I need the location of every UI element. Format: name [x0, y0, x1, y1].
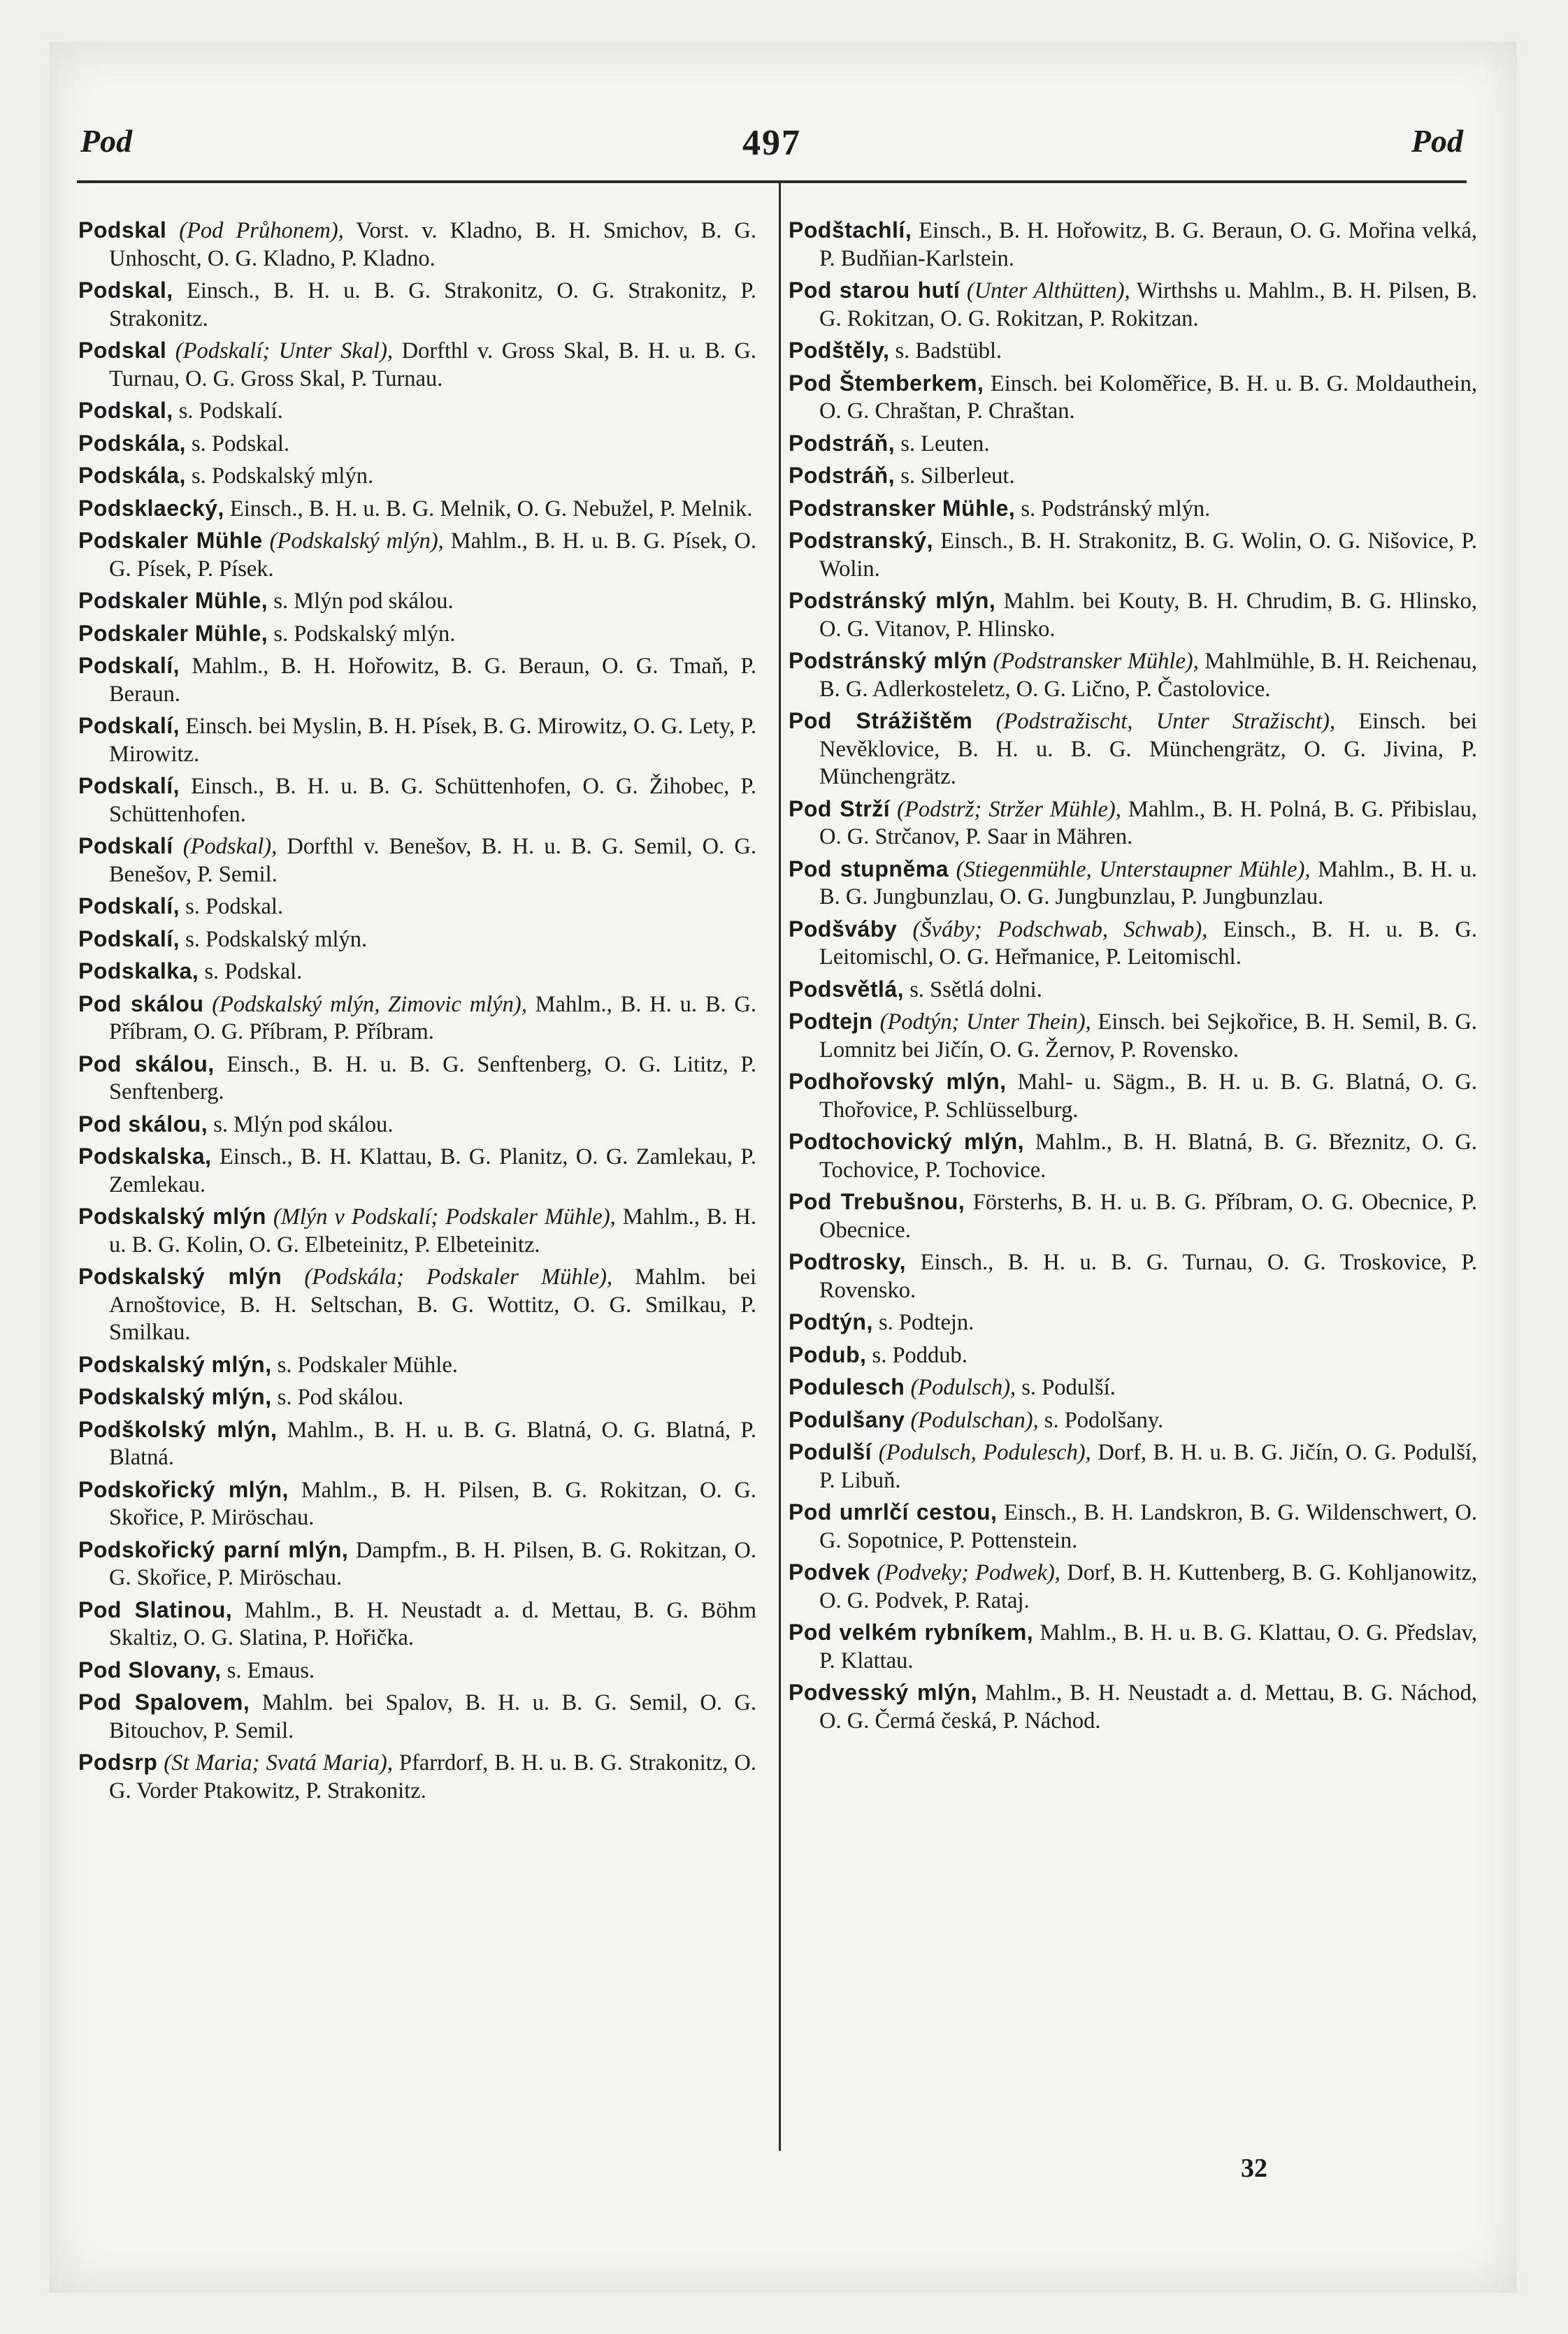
gazetteer-entry — [789, 1499, 1477, 1555]
entry-alt-names: (Podstransker Mühle), — [993, 649, 1199, 674]
entry-alt-names: (Podskalský mlýn, Zimovic mlýn), — [212, 991, 527, 1017]
entry-description: Mahlm., B. H. u. B. G. Příbram, O. G. Příbram, P. Příbram. — [109, 991, 757, 1044]
entry-headword: Podtrosky, — [789, 1249, 906, 1274]
entry-description: Dorfthl v. Benešov, B. H. u. B. G. Semil, O. G. Benešov, P. Semil. — [109, 834, 756, 887]
entry-headword: Pod skálou — [78, 990, 204, 1016]
gazetteer-entry — [78, 893, 756, 921]
entry-alt-names: (Mlýn v Podskalí; Podskaler Mühle), — [273, 1204, 616, 1230]
entry-description: s. Podolšany. — [1038, 1407, 1164, 1433]
entry-alt-names: (Podveky; Podwek), — [877, 1560, 1060, 1585]
column-divider — [779, 183, 781, 2151]
entry-headword: Pod umrlčí cestou, — [789, 1499, 998, 1525]
gazetteer-entry — [789, 1068, 1477, 1124]
header-left-guide-word: Pod — [80, 123, 133, 159]
entry-headword: Podštěly, — [789, 338, 890, 363]
entry-description: s. Podskalský mlýn. — [268, 621, 456, 647]
entry-description: s. Silberleut. — [895, 463, 1015, 489]
gazetteer-entry — [789, 217, 1477, 273]
gazetteer-entry — [789, 1188, 1477, 1244]
entry-headword: Podskalský mlýn — [78, 1264, 282, 1289]
entry-description: s. Mlýn pod skálou. — [268, 589, 454, 614]
entry-description: s. Mlýn pod skálou. — [208, 1111, 394, 1137]
gazetteer-entry — [78, 495, 756, 524]
entry-alt-names: (Podskal), — [182, 834, 278, 859]
gazetteer-entry — [78, 277, 756, 333]
entry-description: Mahlm., B. H. Pilsen, B. G. Rokitzan, O. G. Skořice, P. Miröschau. — [109, 1477, 757, 1530]
entry-headword: Podskaler Mühle — [78, 528, 263, 553]
entry-alt-names: (Podskála; Podskaler Mühle), — [304, 1265, 613, 1290]
entry-alt-names: (Podulsch), — [910, 1375, 1016, 1400]
entry-headword: Pod starou hutí — [789, 278, 961, 303]
gazetteer-entry — [78, 990, 756, 1046]
entry-headword: Podtejn — [789, 1009, 873, 1034]
entry-headword: Podstráň, — [789, 430, 896, 456]
entry-description: s. Emaus. — [221, 1657, 315, 1683]
entry-description: Mahlm., B. H. Neustadt a. d. Mettau, B. G. Náchod, O. G. Čermá česká, P. Náchod. — [819, 1680, 1477, 1734]
gazetteer-entry — [789, 527, 1477, 583]
entry-description: Mahlm., B. H. Neustadt a. d. Mettau, B. G. Böhm Skaltiz, O. G. Slatina, P. Hořička. — [109, 1597, 756, 1650]
entry-headword: Pod Spalovem, — [78, 1690, 250, 1715]
gazetteer-entry — [789, 976, 1477, 1004]
entry-alt-names: (St Maria; Svatá Maria), — [164, 1750, 393, 1775]
gazetteer-entry — [78, 1051, 756, 1107]
entry-headword: Podhořovský mlýn, — [789, 1069, 1007, 1094]
gazetteer-entry — [78, 1536, 756, 1592]
entry-description: Mahlm. bei Spalov, B. H. u. B. G. Semil, O. G. Bitouchov, P. Semil. — [109, 1690, 756, 1743]
entry-headword: Podskalský mlýn, — [78, 1351, 272, 1377]
entry-headword: Pod Slatinou, — [78, 1597, 233, 1622]
entry-alt-names: (Podskalí; Unter Skal), — [175, 338, 394, 363]
entry-description: Einsch., B. H. Klattau, B. G. Planitz, O. G. Zamlekau, P. Zemlekau. — [109, 1144, 756, 1197]
right-column — [789, 217, 1477, 1739]
gazetteer-entry — [789, 1128, 1477, 1184]
gazetteer-entry — [789, 1559, 1477, 1615]
gazetteer-entry — [78, 1351, 756, 1380]
entry-headword: Podstransker Mühle, — [789, 495, 1016, 521]
header-rule — [77, 180, 1467, 183]
entry-description: s. Poddub. — [866, 1342, 968, 1368]
entry-description: Einsch. bei Myslin, B. H. Písek, B. G. Mirowitz, O. G. Lety, P. Mirowitz. — [109, 714, 756, 767]
entry-description: Einsch. bei Sejkořice, B. H. Semil, B. G. Lomnitz bei Jičín, O. G. Žernov, P. Rovensko. — [819, 1009, 1477, 1062]
entry-headword: Podskalí — [78, 833, 173, 858]
entry-description: Einsch., B. H. Hořowitz, B. G. Beraun, O. G. Mořina velká, P. Budňian-Karlstein. — [819, 218, 1477, 271]
entry-description: Mahl- u. Sägm., B. H. u. B. G. Blatná, O. G. Thořovice, P. Schlüsselburg. — [819, 1069, 1478, 1123]
gazetteer-entry — [78, 337, 756, 393]
entry-headword: Podskalí, — [78, 713, 180, 738]
gazetteer-entry — [789, 707, 1477, 791]
gazetteer-entry — [78, 712, 756, 768]
gazetteer-entry — [78, 1597, 756, 1652]
entry-description: Dampfm., B. H. Pilsen, B. G. Rokitzan, O. G. Skořice, P. Miröschau. — [109, 1537, 756, 1590]
entry-description: s. Podskaler Mühle. — [271, 1352, 458, 1378]
entry-headword: Podsvětlá, — [789, 976, 905, 1002]
gazetteer-entry — [78, 527, 756, 583]
entry-description: Mahlm., B. H. u. B. G. Jungbunzlau, O. G. Jungbunzlau, P. Jungbunzlau. — [819, 856, 1478, 909]
entry-description: s. Podskalský mlýn. — [185, 463, 374, 489]
entry-headword: Podstráň, — [789, 463, 896, 488]
gazetteer-entry — [789, 1439, 1477, 1494]
entry-headword: Pod Štemberkem, — [789, 370, 984, 396]
entry-description: Einsch., B. H. u. B. G. Strakonitz, O. G. Strakonitz, P. Strakonitz. — [109, 278, 756, 331]
gazetteer-entry — [789, 647, 1477, 703]
entry-alt-names: (Podskalský mlýn), — [269, 528, 444, 554]
entry-description: s. Podskal. — [199, 959, 303, 984]
gazetteer-entry — [789, 916, 1477, 972]
gazetteer-entry — [789, 587, 1477, 643]
entry-description: Einsch., B. H. u. B. G. Schüttenhofen, O. G. Žihobec, P. Schüttenhofen. — [109, 774, 756, 827]
header-right-guide-word: Pod — [1411, 123, 1463, 159]
gazetteer-entry — [78, 1416, 756, 1472]
entry-headword: Podvek — [789, 1559, 870, 1585]
entry-headword: Podskála, — [78, 430, 186, 456]
entry-description: s. Ssětlá dolni. — [904, 977, 1042, 1002]
entry-headword: Podstránský mlýn, — [789, 588, 996, 613]
entry-description: s. Podskalský mlýn. — [180, 926, 368, 952]
gazetteer-entry — [78, 620, 756, 649]
entry-description: s. Podtejn. — [872, 1310, 974, 1335]
entry-description: Vorst. v. Kladno, B. H. Smichov, B. G. Unhoscht, O. G. Kladno, P. Kladno. — [109, 218, 756, 271]
entry-description: s. Pod skálou. — [271, 1385, 404, 1410]
gazetteer-entry — [78, 1689, 756, 1745]
entry-headword: Pod Slovany, — [78, 1657, 222, 1683]
entry-headword: Podub, — [789, 1341, 867, 1367]
entry-description: Einsch. bei Koloměřice, B. H. u. B. G. Moldauthein, O. G. Chraštan, P. Chraštan. — [819, 370, 1478, 424]
entry-description: Mahlm., B. H. u. B. G. Písek, O. G. Písek, P. Písek. — [109, 528, 757, 582]
entry-description: Mahlm., B. H. u. B. G. Kolin, O. G. Elbeteinitz, P. Elbeteinitz. — [109, 1204, 757, 1258]
gazetteer-entry — [78, 462, 756, 491]
gazetteer-entry — [78, 1143, 756, 1199]
entry-headword: Pod Strážištěm — [789, 708, 973, 733]
entry-description: Einsch., B. H. u. B. G. Senftenberg, O. G. Lititz, P. Senftenberg. — [109, 1051, 757, 1104]
gazetteer-entry — [78, 397, 756, 426]
gazetteer-entry — [78, 833, 756, 888]
entry-description: s. Leuten. — [895, 431, 990, 456]
entry-description: Mahlm., B. H. Polná, B. G. Přibislau, O. G. Strčanov, P. Saar in Mähren. — [819, 796, 1478, 849]
entry-description: Einsch., B. H. Landskron, B. G. Wildenschwert, O. G. Sopotnice, P. Pottenstein. — [819, 1500, 1478, 1553]
entry-description: Mahlm. bei Kouty, B. H. Chrudim, B. G. Hlinsko, O. G. Vitanov, P. Hlinsko. — [819, 589, 1477, 642]
entry-headword: Podulšany — [789, 1406, 905, 1432]
gazetteer-entry — [789, 277, 1477, 333]
entry-headword: Podskalský mlýn — [78, 1204, 266, 1229]
entry-headword: Podstránský mlýn — [789, 648, 987, 673]
entry-description: s. Podulší. — [1016, 1375, 1116, 1400]
entry-headword: Pod Trebušnou, — [789, 1189, 965, 1214]
entry-headword: Podskalka, — [78, 958, 199, 984]
entry-headword: Podskořický mlýn, — [78, 1476, 289, 1502]
gazetteer-entry — [789, 495, 1477, 524]
entry-headword: Pod skálou, — [78, 1051, 215, 1076]
entry-headword: Podtochovický mlýn, — [789, 1129, 1025, 1154]
gazetteer-entry — [789, 462, 1477, 491]
gazetteer-entry — [78, 1476, 756, 1532]
gazetteer-entry — [789, 1248, 1477, 1304]
entry-alt-names: (Podulsch, Podulesch), — [878, 1440, 1091, 1465]
entry-alt-names: (Podstrž; Stržer Mühle), — [897, 796, 1121, 822]
entry-alt-names: (Unter Althütten), — [966, 278, 1130, 303]
entry-description: Dorf, B. H. Kuttenberg, B. G. Kohljanowitz, O. G. Podvek, P. Rataj. — [819, 1560, 1478, 1613]
entry-headword: Podskořický parní mlýn, — [78, 1536, 349, 1562]
entry-headword: Podskal — [78, 338, 167, 363]
gazetteer-entry — [78, 1657, 756, 1685]
gazetteer-entry — [789, 1341, 1477, 1370]
entry-description: Mahlm. bei Arnoštovice, B. H. Seltschan, B. G. Wottitz, O. G. Smilkau, P. Smilkau. — [109, 1265, 757, 1345]
gazetteer-entry — [789, 1679, 1477, 1735]
entry-alt-names: (Šváby; Podschwab, Schwab), — [912, 916, 1208, 942]
gazetteer-entry — [78, 925, 756, 954]
gazetteer-entry — [78, 430, 756, 459]
gazetteer-entry — [78, 217, 756, 273]
entry-alt-names: (Pod Průhonem), — [179, 218, 344, 243]
entry-description: Einsch. bei Nevěklovice, B. H. u. B. G. Münchengrätz, O. G. Jivina, P. Münchengrätz. — [819, 709, 1477, 789]
entry-headword: Podulesch — [789, 1374, 905, 1399]
entry-description: Dorfthl v. Gross Skal, B. H. u. B. G. Turnau, O. G. Gross Skal, P. Turnau. — [109, 338, 757, 391]
entry-headword: Podtýn, — [789, 1309, 873, 1334]
gazetteer-entry — [78, 587, 756, 616]
entry-description: s. Podskal. — [180, 894, 284, 919]
entry-description: Mahlm., B. H. u. B. G. Klattau, O. G. Předslav, P. Klattau. — [819, 1620, 1478, 1673]
gazetteer-entry — [789, 337, 1477, 366]
entry-headword: Podskalí, — [78, 773, 180, 798]
entry-headword: Pod velkém rybníkem, — [789, 1620, 1034, 1645]
entry-headword: Podskála, — [78, 463, 186, 488]
gazetteer-entry — [789, 1008, 1477, 1064]
gazetteer-entry — [78, 1749, 756, 1805]
entry-description: Mahlm., B. H. u. B. G. Blatná, O. G. Blatná, P. Blatná. — [109, 1417, 757, 1470]
entry-description: Försterhs, B. H. u. B. G. Příbram, O. G. Obecnice, P. Obecnice. — [819, 1190, 1478, 1243]
gazetteer-entry — [78, 652, 756, 708]
entry-headword: Podsrp — [78, 1750, 158, 1775]
entry-description: Einsch., B. H. Strakonitz, B. G. Wolin, O. G. Nišovice, P. Wolin. — [819, 528, 1477, 582]
entry-description: Mahlm., B. H. Blatná, B. G. Březnitz, O. G. Tochovice, P. Tochovice. — [819, 1130, 1477, 1183]
entry-headword: Podsklaecký, — [78, 495, 224, 521]
entry-headword: Podskalí, — [78, 653, 180, 678]
entry-headword: Podšváby — [789, 916, 898, 942]
entry-headword: Pod skálou, — [78, 1111, 208, 1137]
entry-headword: Podskalí, — [78, 893, 180, 919]
gazetteer-entry — [789, 1309, 1477, 1337]
gazetteer-entry — [789, 430, 1477, 459]
gazetteer-entry — [789, 1619, 1477, 1675]
entry-headword: Podskalí, — [78, 925, 180, 951]
entry-description: s. Podskal. — [185, 431, 289, 456]
entry-description: Einsch., B. H. u. B. G. Turnau, O. G. Troskovice, P. Rovensko. — [819, 1250, 1477, 1303]
entry-headword: Podskaler Mühle, — [78, 588, 268, 613]
gazetteer-entry — [789, 856, 1477, 912]
gazetteer-entry — [78, 1203, 756, 1259]
entry-description: Pfarrdorf, B. H. u. B. G. Strakonitz, O. G. Vorder Ptakowitz, P. Strakonitz. — [109, 1750, 757, 1803]
entry-description: Wirthshs u. Mahlm., B. H. Pilsen, B. G. Rokitzan, O. G. Rokitzan, P. Rokitzan. — [819, 278, 1478, 331]
entry-description: Mahlm., B. H. Hořowitz, B. G. Beraun, O. G. Tmaň, P. Beraun. — [109, 654, 756, 707]
page-header — [80, 122, 1463, 178]
entry-headword: Podulší — [789, 1439, 872, 1464]
entry-headword: Podskal, — [78, 278, 173, 303]
left-column — [78, 217, 756, 1809]
entry-alt-names: (Podulschan), — [910, 1407, 1039, 1433]
entry-headword: Pod Strží — [789, 795, 891, 821]
entry-description: s. Podstránský mlýn. — [1015, 496, 1211, 521]
entry-alt-names: (Podstražischt, Unter Stražischt), — [995, 709, 1336, 734]
gazetteer-entry — [789, 1406, 1477, 1435]
entry-description: s. Badstübl. — [889, 338, 1002, 363]
entry-headword: Podskal — [78, 217, 167, 243]
gazetteer-entry — [78, 1263, 756, 1347]
entry-description: Einsch., B. H. u. B. G. Leitomischl, O. G. Heřmanice, P. Leitomischl. — [819, 916, 1477, 970]
entry-headword: Podštachlí, — [789, 217, 912, 243]
entry-headword: Podskalska, — [78, 1144, 212, 1169]
entry-headword: Podskaler Mühle, — [78, 620, 268, 646]
entry-description: Mahlmühle, B. H. Reichenau, B. G. Adlerkosteletz, O. G. Lično, P. Častolovice. — [819, 649, 1478, 702]
entry-headword: Podskalský mlýn, — [78, 1384, 272, 1409]
gazetteer-entry — [78, 958, 756, 986]
entry-headword: Podškolský mlýn, — [78, 1416, 278, 1442]
gazetteer-entry — [789, 370, 1477, 426]
entry-description: s. Podskalí. — [173, 398, 283, 424]
entry-headword: Pod stupněma — [789, 856, 949, 881]
gazetteer-entry — [78, 772, 756, 828]
entry-headword: Podstranský, — [789, 528, 933, 553]
entry-alt-names: (Podtýn; Unter Thein), — [879, 1009, 1091, 1035]
gazetteer-entry — [78, 1383, 756, 1412]
gazetteer-entry — [78, 1111, 756, 1139]
gazetteer-entry — [789, 795, 1477, 851]
page-number: 497 — [742, 123, 801, 163]
entry-description: Dorf, B. H. u. B. G. Jičín, O. G. Podulší, P. Libuň. — [819, 1440, 1477, 1493]
entry-headword: Podvesský mlýn, — [789, 1680, 978, 1705]
entry-headword: Podskal, — [78, 398, 173, 423]
entry-description: Einsch., B. H. u. B. G. Melnik, O. G. Nebužel, P. Melnik. — [224, 496, 753, 521]
entry-alt-names: (Stiegenmühle, Unterstaupner Mühle), — [956, 856, 1311, 882]
gazetteer-entry — [789, 1374, 1477, 1402]
sheet-number: 32 — [1241, 2154, 1267, 2183]
